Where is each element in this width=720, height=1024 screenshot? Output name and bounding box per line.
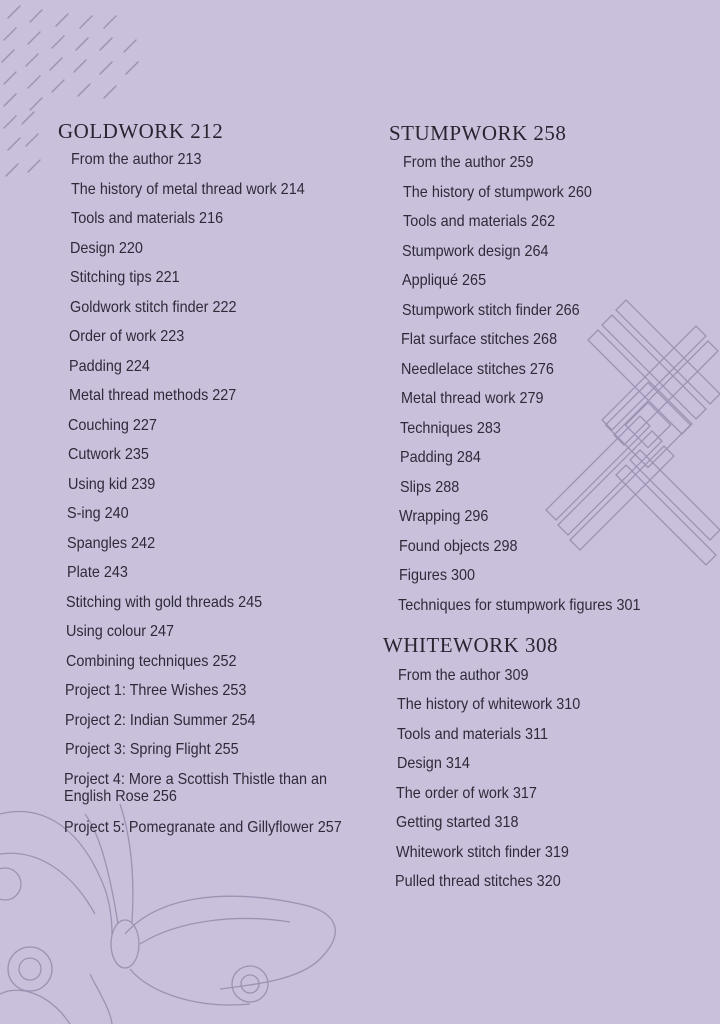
toc-entry[interactable]: Project 1: Three Wishes 253 bbox=[65, 682, 247, 699]
toc-entry[interactable]: Using kid 239 bbox=[68, 476, 156, 493]
toc-entry[interactable]: Tools and materials 216 bbox=[71, 210, 224, 227]
toc-entry[interactable]: Padding 224 bbox=[69, 358, 150, 375]
toc-entry[interactable]: Metal thread methods 227 bbox=[69, 387, 237, 404]
toc-entry[interactable]: Stumpwork design 264 bbox=[402, 243, 549, 260]
section-heading-whitework: WHITEWORK 308 bbox=[383, 633, 559, 657]
toc-entry[interactable]: Figures 300 bbox=[399, 567, 476, 584]
toc-entry[interactable]: Spangles 242 bbox=[67, 535, 156, 552]
toc-entry[interactable]: Pulled thread stitches 320 bbox=[395, 873, 561, 890]
toc-entry[interactable]: Goldwork stitch finder 222 bbox=[70, 299, 237, 316]
toc-entry[interactable]: Combining techniques 252 bbox=[66, 653, 237, 670]
toc-entry[interactable]: Metal thread work 279 bbox=[401, 390, 544, 407]
toc-entry[interactable]: Plate 243 bbox=[67, 564, 128, 581]
toc-entry[interactable]: The history of whitework 310 bbox=[397, 696, 581, 713]
toc-entry[interactable]: Using colour 247 bbox=[66, 623, 175, 640]
toc-entry[interactable]: Cutwork 235 bbox=[68, 446, 149, 463]
toc-entry[interactable]: From the author 213 bbox=[71, 151, 202, 168]
toc-entry[interactable]: Techniques for stumpwork figures 301 bbox=[398, 597, 641, 614]
toc-entry[interactable]: Padding 284 bbox=[400, 449, 481, 466]
toc-entry[interactable]: From the author 259 bbox=[403, 154, 534, 171]
section-heading-stumpwork: STUMPWORK 258 bbox=[389, 121, 567, 145]
toc-entry[interactable]: Tools and materials 262 bbox=[403, 213, 556, 230]
toc-entry[interactable]: The history of metal thread work 214 bbox=[71, 181, 305, 198]
toc-entry[interactable]: S-ing 240 bbox=[67, 505, 129, 522]
toc-entry[interactable]: Stitching tips 221 bbox=[70, 269, 180, 286]
toc-entry[interactable]: Design 314 bbox=[397, 755, 470, 772]
toc-entry[interactable]: Appliqué 265 bbox=[402, 272, 487, 289]
woven-lattice-pattern bbox=[540, 295, 720, 595]
toc-entry[interactable]: Project 4: More a Scottish Thistle than an English Rose 256 bbox=[64, 771, 328, 805]
toc-entry[interactable]: Stumpwork stitch finder 266 bbox=[402, 302, 580, 319]
toc-entry[interactable]: Found objects 298 bbox=[399, 538, 518, 555]
toc-entry[interactable]: Stitching with gold threads 245 bbox=[66, 594, 263, 611]
section-heading-goldwork: GOLDWORK 212 bbox=[58, 119, 224, 143]
toc-entry[interactable]: Couching 227 bbox=[68, 417, 157, 434]
toc-entry[interactable]: Whitework stitch finder 319 bbox=[396, 844, 569, 861]
toc-entry[interactable]: The history of stumpwork 260 bbox=[403, 184, 592, 201]
toc-entry[interactable]: Design 220 bbox=[70, 240, 143, 257]
toc-entry[interactable]: Wrapping 296 bbox=[399, 508, 489, 525]
toc-entry[interactable]: Project 5: Pomegranate and Gillyflower 257 bbox=[64, 819, 342, 836]
toc-entry[interactable]: From the author 309 bbox=[398, 667, 529, 684]
toc-entry[interactable]: Project 2: Indian Summer 254 bbox=[65, 712, 256, 729]
toc-entry[interactable]: Tools and materials 311 bbox=[397, 726, 549, 743]
toc-entry[interactable]: Techniques 283 bbox=[400, 420, 501, 437]
toc-entry[interactable]: Flat surface stitches 268 bbox=[401, 331, 558, 348]
toc-entry[interactable]: Slips 288 bbox=[400, 479, 460, 496]
toc-entry[interactable]: Getting started 318 bbox=[396, 814, 519, 831]
toc-entry[interactable]: The order of work 317 bbox=[396, 785, 537, 802]
toc-entry[interactable]: Needlelace stitches 276 bbox=[401, 361, 554, 378]
toc-entry[interactable]: Project 3: Spring Flight 255 bbox=[65, 741, 239, 758]
chain-stitch-pattern bbox=[0, 0, 170, 200]
toc-entry[interactable]: Order of work 223 bbox=[69, 328, 185, 345]
